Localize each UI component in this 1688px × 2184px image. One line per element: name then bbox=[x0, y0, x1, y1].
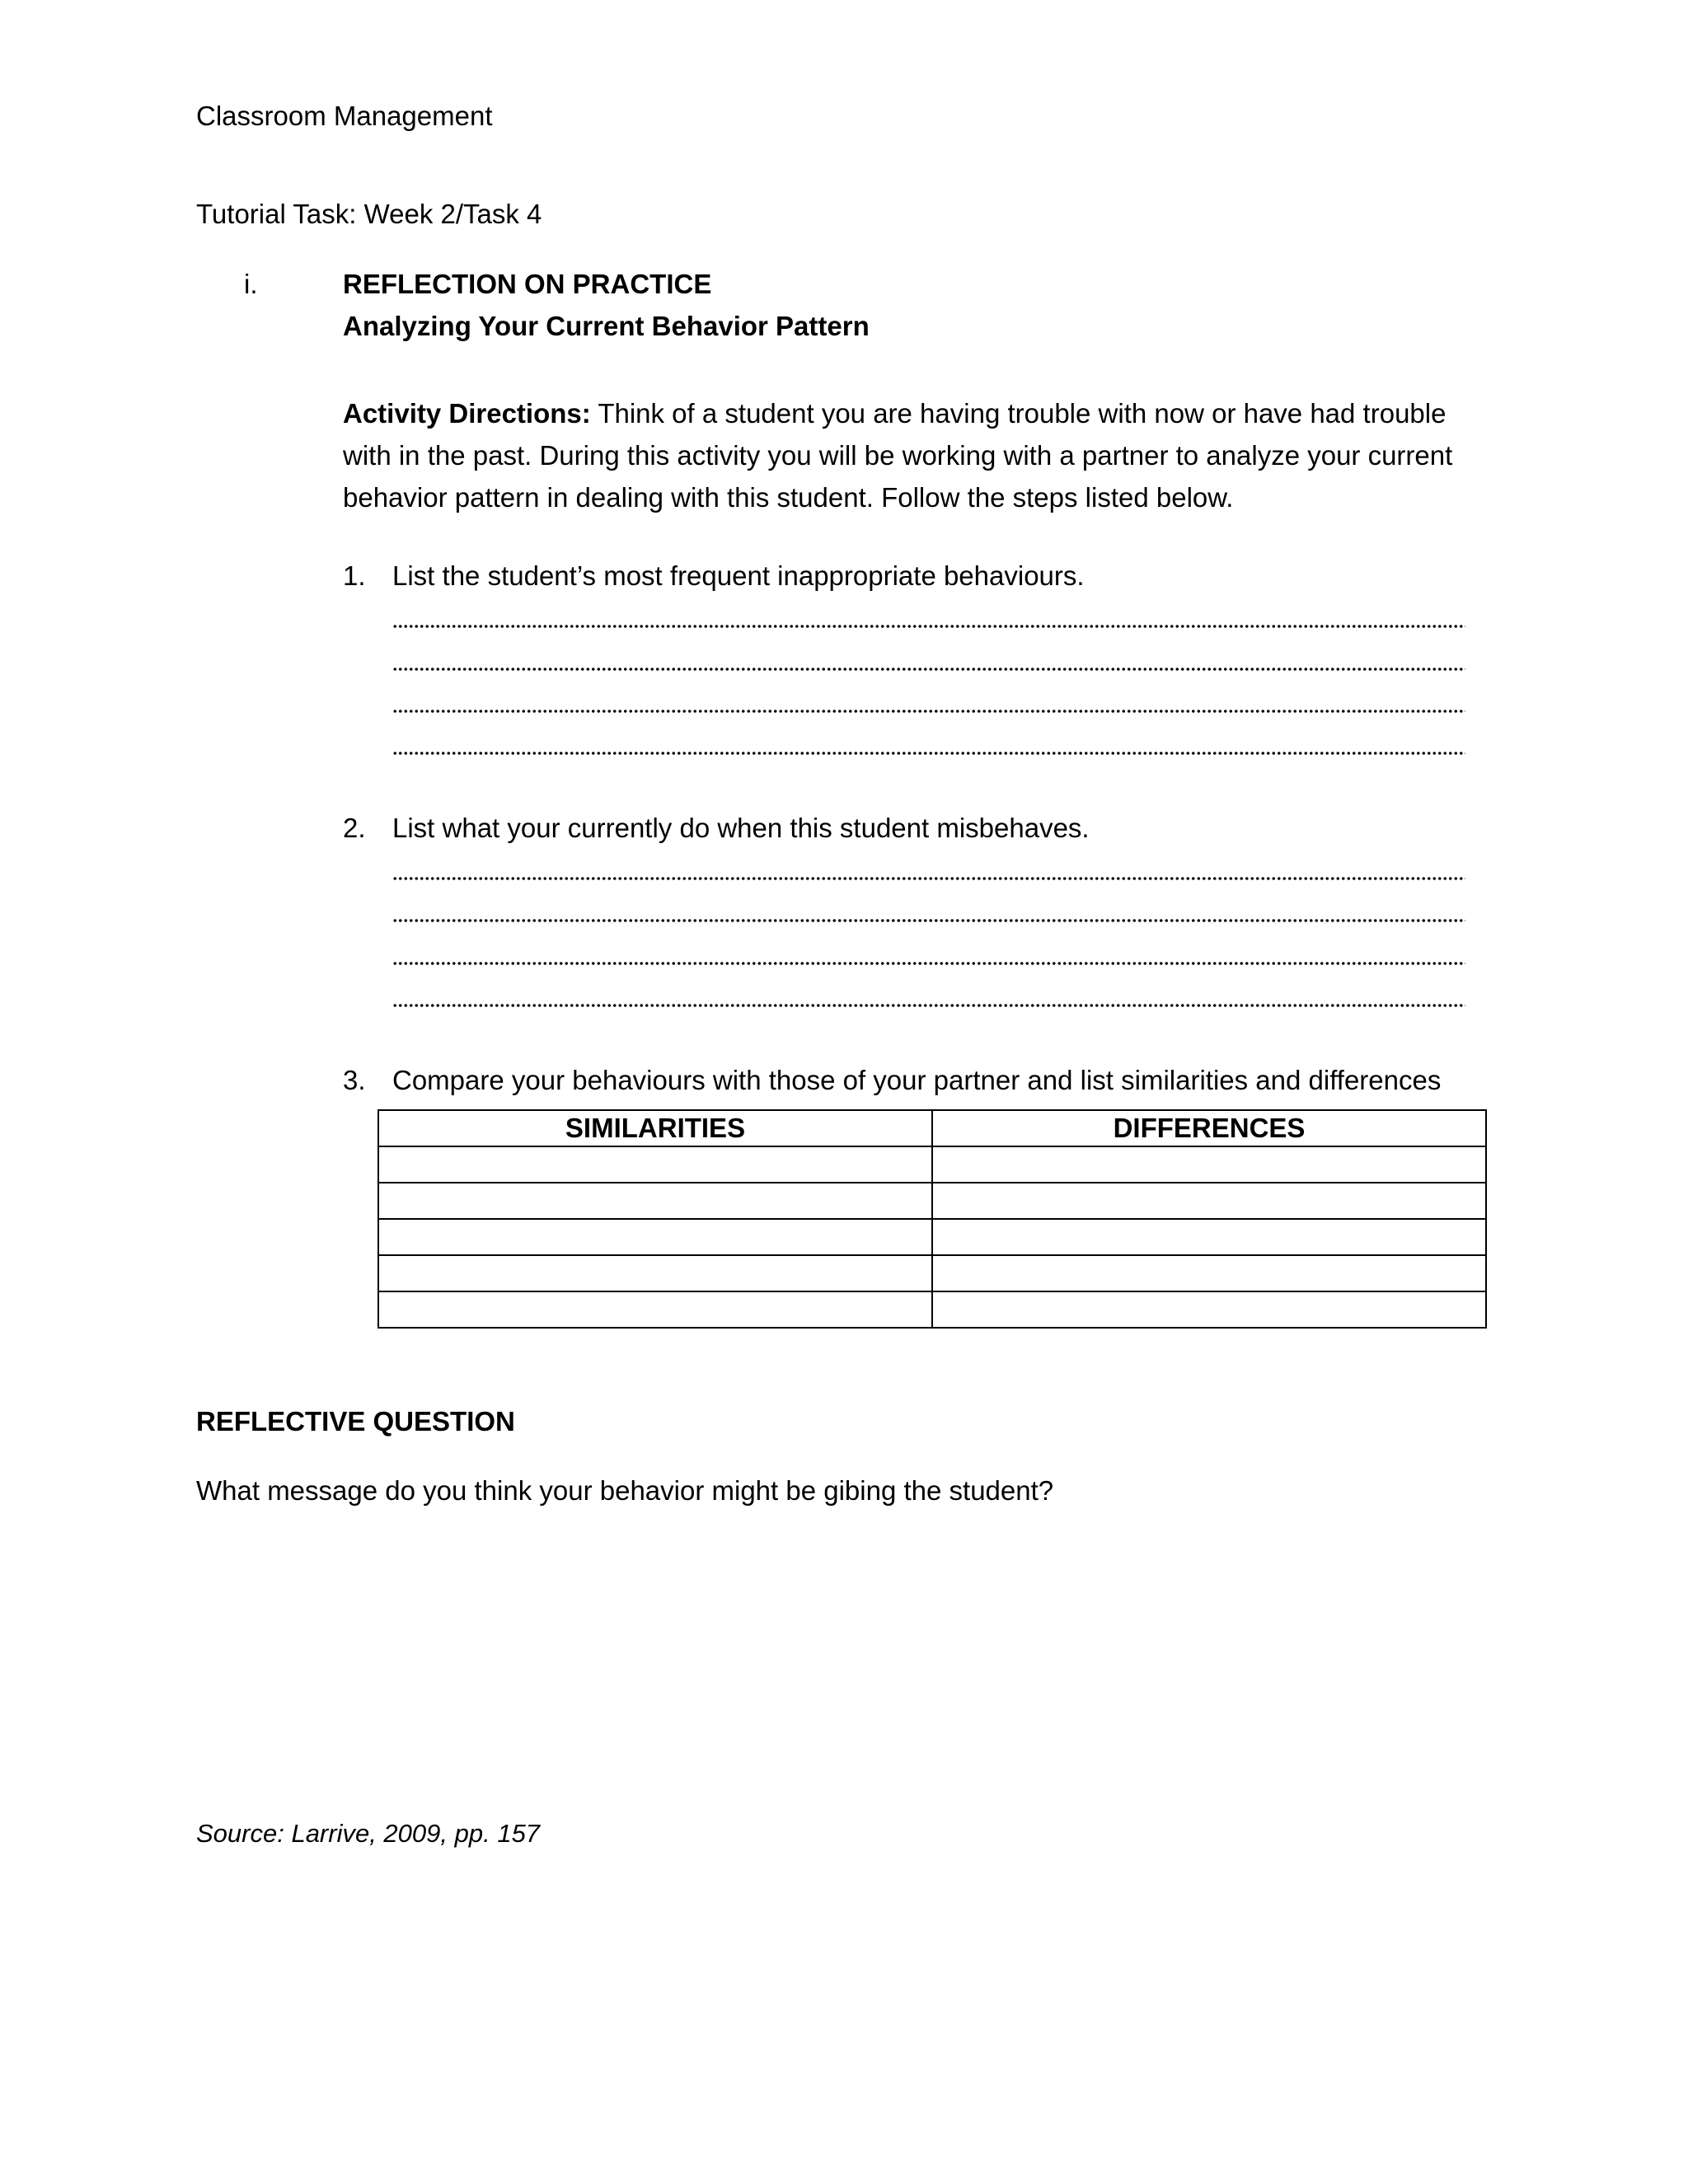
item-text: Compare your behaviours with those of your partner and list similarities and differences bbox=[392, 1065, 1442, 1095]
directions-label: Activity Directions: bbox=[343, 398, 591, 429]
difference-cell[interactable] bbox=[932, 1183, 1486, 1219]
table-row bbox=[378, 1219, 1486, 1255]
answer-line[interactable] bbox=[392, 919, 1465, 922]
reflective-question: What message do you think your behavior might be gibing the student? bbox=[196, 1475, 1054, 1506]
directions-text: Think of a student you are having trouble with now or have had trouble with in the past. During this activity you will be working with a partner to analyze your current behavior pattern in dealing with this student. Follow the steps listed below. bbox=[343, 398, 1453, 513]
answer-line[interactable] bbox=[392, 710, 1465, 713]
item-number: 2. bbox=[343, 813, 366, 843]
answer-line[interactable] bbox=[392, 877, 1465, 880]
task-label: Tutorial Task: Week 2/Task 4 bbox=[196, 199, 542, 229]
answer-line[interactable] bbox=[392, 752, 1465, 755]
section-subtitle: Analyzing Your Current Behavior Pattern bbox=[343, 311, 870, 341]
item-text: List what your currently do when this student misbehaves. bbox=[392, 813, 1090, 843]
similarities-header: SIMILARITIES bbox=[378, 1110, 932, 1146]
section-numeral: i. bbox=[244, 269, 258, 299]
answer-line[interactable] bbox=[392, 625, 1465, 628]
source-citation: Source: Larrive, 2009, pp. 157 bbox=[196, 1819, 541, 1848]
comparison-table bbox=[377, 1109, 1487, 1329]
table-header-row bbox=[378, 1110, 1486, 1146]
difference-cell[interactable] bbox=[932, 1146, 1486, 1183]
answer-line[interactable] bbox=[392, 1004, 1465, 1007]
similarity-cell[interactable] bbox=[378, 1291, 932, 1328]
table-row bbox=[378, 1146, 1486, 1183]
table-row bbox=[378, 1255, 1486, 1291]
similarity-cell[interactable] bbox=[378, 1255, 932, 1291]
similarity-cell[interactable] bbox=[378, 1219, 932, 1255]
item-number: 3. bbox=[343, 1065, 366, 1095]
answer-line[interactable] bbox=[392, 962, 1465, 965]
item-text: List the student’s most frequent inappropriate behaviours. bbox=[392, 560, 1085, 591]
similarity-cell[interactable] bbox=[378, 1146, 932, 1183]
differences-header: DIFFERENCES bbox=[932, 1110, 1486, 1146]
answer-line[interactable] bbox=[392, 668, 1465, 671]
section-title: REFLECTION ON PRACTICE bbox=[343, 269, 712, 299]
table-row bbox=[378, 1291, 1486, 1328]
course-title: Classroom Management bbox=[196, 101, 493, 131]
table-row bbox=[378, 1183, 1486, 1219]
activity-directions bbox=[343, 392, 1472, 518]
difference-cell[interactable] bbox=[932, 1219, 1486, 1255]
difference-cell[interactable] bbox=[932, 1291, 1486, 1328]
similarity-cell[interactable] bbox=[378, 1183, 932, 1219]
reflective-heading: REFLECTIVE QUESTION bbox=[196, 1406, 515, 1436]
difference-cell[interactable] bbox=[932, 1255, 1486, 1291]
item-number: 1. bbox=[343, 560, 366, 591]
